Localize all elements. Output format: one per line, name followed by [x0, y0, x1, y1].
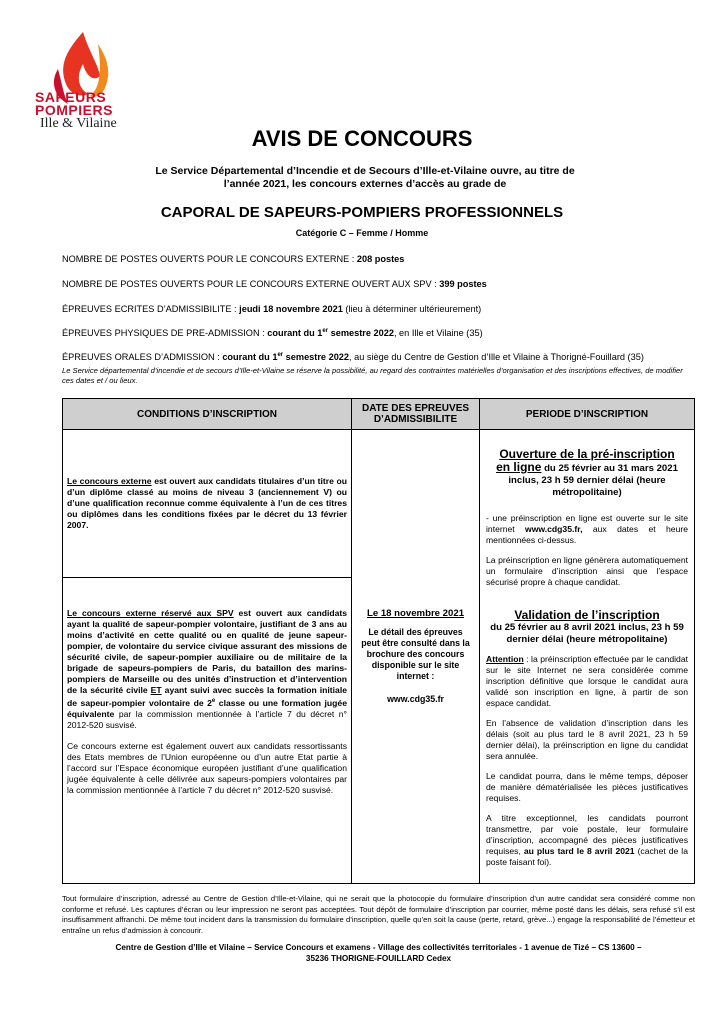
header-date: DATE DES EPREUVES D’ADMISSIBILITE — [352, 399, 480, 430]
validation-text-2: En l’absence de validation d’inscription dans les délais (soit au plus tard le 8 avril 2021, 23 h 59 dernier délai), la préinscription en ligne du candidat sera annulée. — [486, 718, 688, 761]
logo-text-sapeurs: SAPEURS — [35, 89, 107, 105]
info-epreuves-ecrites: ÉPREUVES ECRITES D’ADMISSIBILITE : jeudi 18 novembre 2021 (lieu à déterminer ultérieurement) — [62, 304, 482, 314]
validation-text-4: A titre exceptionnel, les candidats pourront transmettre, par voie postale, leur formulaire d’inscription, accompagné des pièces justificatives requises, au plus tard le 8 avril 2021 (cachet de la poste faisant foi). — [486, 813, 688, 867]
preinscription-title: Ouverture de la pré-inscription — [499, 447, 675, 461]
validation-dates: du 25 février au 8 avril 2021 inclus, 23 h 59 dernier délai (heure métropolitaine) — [490, 622, 684, 645]
logo-text-region: Ille & Vilaine — [40, 116, 117, 131]
info-epreuves-orales: ÉPREUVES ORALES D’ADMISSION : courant du 1er semestre 2022, au siège du Centre de Gestion d’Ille et Vilaine à Thorigné-Fouillard (35) — [62, 352, 644, 363]
concours-spv-text: Le concours externe réservé aux SPV est ouvert aux candidats ayant la qualité de sapeur-pompier volontaire, justifiant de 3 ans au moins d’activité en cette qualité ou en qualité de jeune sapeur-pompier, de volontaire du service civique assurant des missions de sécurité civile, de sapeur-pompier auxiliaire ou de militaire de la brigade de sapeurs-pompiers de Paris, du bataillon des marins-pompiers de Marseille ou des unités d’instruction et d’intervention de la sécurité civile ET ayant suivi avec succès la formation initiale de sapeur-pompier volontaire de 2e classe ou une formation jugée équivalente par la commission mentionnée à l’article 7 du décret n° 2012-520 susvisé. — [67, 608, 347, 730]
cell-concours-spv — [63, 578, 352, 884]
info-postes-externe: NOMBRE DE POSTES OUVERTS POUR LE CONCOURS EXTERNE : 208 postes — [62, 254, 405, 264]
category: Catégorie C – Femme / Homme — [295, 228, 429, 238]
footer-line-2: 35236 THORIGNE-FOUILLARD Cedex — [305, 954, 452, 963]
site-link[interactable]: www.cdg35.fr — [387, 694, 444, 704]
footer-line-1: Centre de Gestion d’Ille et Vilaine – Service Concours et examens - Village des collectivités territoriales - 1 avenue de Tizé – CS 13600 – — [115, 943, 642, 952]
preinscription-dates: du 25 février au 31 mars 2021 inclus, 23 h 59 dernier délai (heure métropolitaine) — [508, 463, 678, 498]
intro-line-1: Le Service Départemental d’Incendie et de Secours d’Ille-et-Vilaine ouvre, au titre de — [155, 165, 575, 177]
intro-line-2: l’année 2021, les concours externes d’accès au grade de — [223, 178, 507, 190]
date-admissibilite: Le 18 novembre 2021 — [366, 608, 465, 619]
preinscription-title-b: en ligne — [496, 460, 542, 474]
concours-externe-text: Le concours externe est ouvert aux candidats titulaires d’un titre ou d’un diplôme classé au moins de niveau 3 (anciennement V) ou d’une qualification reconnue comme équivalente à l’un de ces titres ou diplômes dans les conditions fixées par le décret du 13 février 2007. — [67, 476, 348, 530]
date-detail: Le détail des épreuves peut être consulté dans la brochure des concours disponible sur le site internet : — [361, 627, 470, 681]
validation-attention: Attention : la préinscription effectuée par le candidat sur le site Internet ne sera considérée comme inscription définitive que lorsque le candidat aura validé son inscription en ligne, à partir de son espace candidat. — [486, 654, 688, 708]
intro-text — [140, 165, 590, 191]
date-block — [352, 608, 479, 705]
grade-title: CAPORAL DE SAPEURS-POMPIERS PROFESSIONNELS — [160, 204, 564, 221]
dates-note: Le Service départemental d’incendie et de secours d’Ille-et-Vilaine se réserve la possibilité, au regard des contraintes matérielles d’organisation et des inscriptions effectives, de modifier ces dates et / ou lieux. — [62, 366, 683, 385]
footnote: Tout formulaire d’inscription, adressé au Centre de Gestion d’Ille-et-Vilaine, qui ne serait que la photocopie du formulaire d’inscription d’un autre candidat sera considéré comme non conforme et refusé. Les captures d’écran ou leur impression ne seront pas acceptées. Tout dépôt de formulaire d’inscription par courrier, même posté dans les délais, sera refusé s’il est insuffisamment affranchi. De même tout incident dans la transmission du formulaire d’inscription, quelle qu’en soit la cause (perte, retard, grève...) engage la responsabilité de l’émetteur et entraîne un refus d’admission à concourir. — [62, 894, 695, 935]
cell-date-epreuves — [352, 430, 480, 884]
preinscription-text-1: - une préinscription en ligne est ouverte sur le site internet www.cdg35.fr, aux dates et heure mentionnées ci-dessus. — [486, 513, 688, 545]
validation-text-3: Le candidat pourra, dans le même temps, déposer de manière dématérialisée les pièces justificatives requises. — [486, 771, 688, 803]
preinscription-text-2: La préinscription en ligne génèrera automatiquement un formulaire d’inscription ainsi que l’espace sécurisé propre à chaque candidat. — [486, 555, 688, 587]
concours-spv-text-2: Ce concours externe est également ouvert aux candidats ressortissants des Etats membres de l’Union européenne ou d’un autre Etat partie à l’accord sur l’Espace économique européen justifiant d’une qualification jugée équivalente à celle délivrée aux sapeurs-pompiers volontaires par la commission mentionnée à l’article 7 du décret n° 2012-520 susvisé. — [67, 740, 347, 795]
logo-text-pompiers: POMPIERS — [35, 102, 113, 118]
header-conditions: CONDITIONS D’INSCRIPTION — [63, 399, 352, 430]
periode-block — [480, 430, 694, 868]
validation-title: Validation de l’inscription — [514, 608, 660, 622]
info-postes-spv: NOMBRE DE POSTES OUVERTS POUR LE CONCOURS EXTERNE OUVERT AUX SPV : 399 postes — [62, 279, 487, 289]
header-periode: PERIODE D’INSCRIPTION — [480, 399, 695, 430]
cell-periode — [480, 430, 695, 884]
cell-concours-externe — [63, 430, 352, 578]
page-title: AVIS DE CONCOURS — [251, 126, 473, 151]
footer-address — [62, 942, 695, 964]
conditions-table — [62, 398, 695, 884]
info-epreuves-physiques: ÉPREUVES PHYSIQUES DE PRE-ADMISSION : courant du 1er semestre 2022, en Ille et Vilaine (35) — [62, 328, 483, 339]
